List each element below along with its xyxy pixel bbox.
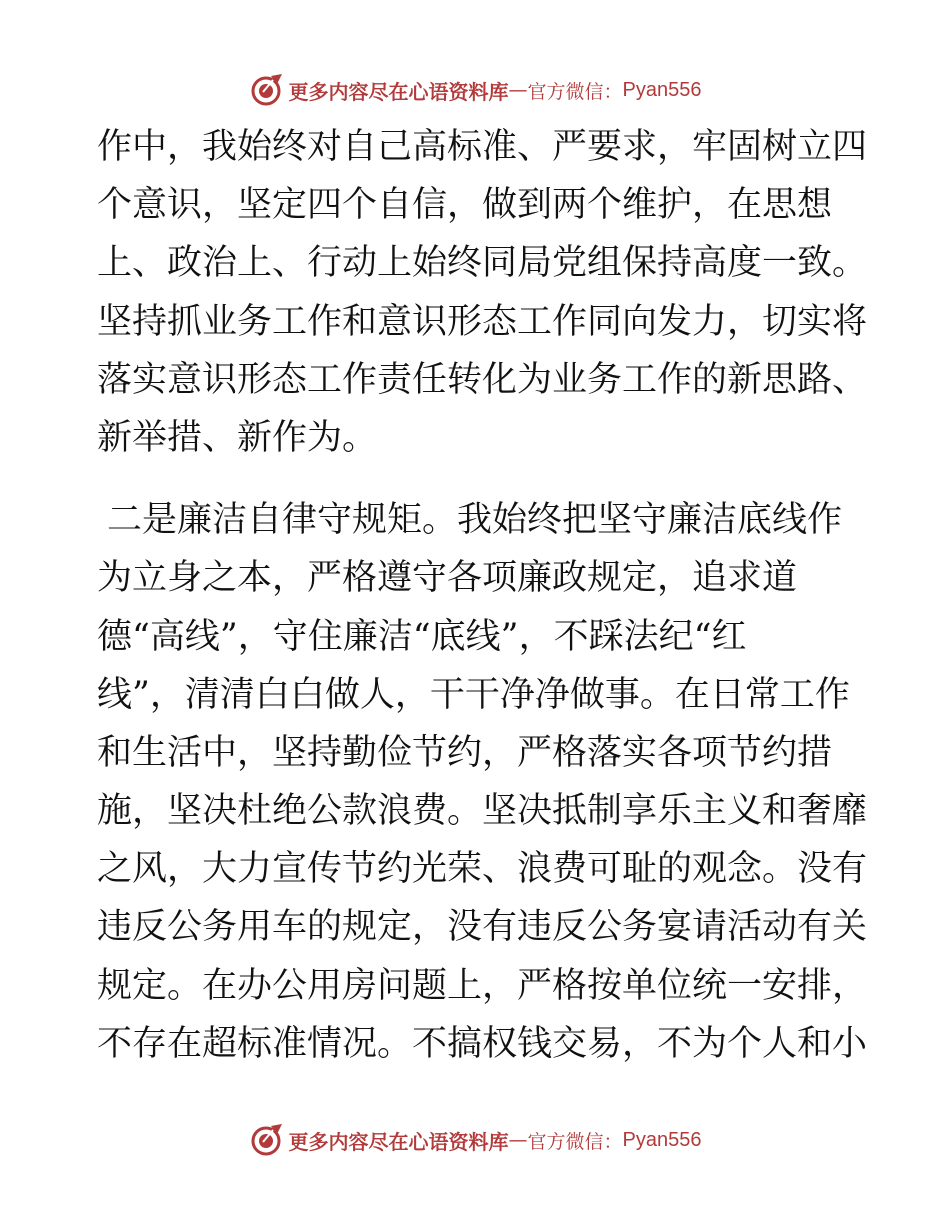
text-line: 和生活中，坚持勤俭节约，严格落实各项节约措 xyxy=(97,732,833,773)
brush-logo-icon xyxy=(249,1122,285,1158)
paragraph-2 xyxy=(97,491,868,1073)
brush-logo-icon xyxy=(249,72,285,108)
text-line: 个意识，坚定四个自信，做到两个维护，在思想 xyxy=(97,185,833,226)
text-line: 落实意识形态工作责任转化为业务工作的新思路、 xyxy=(97,359,868,400)
text-line: 施，坚决杜绝公款浪费。坚决抵制享乐主义和奢靡 xyxy=(97,791,868,832)
watermark-handle: Pyan556 xyxy=(622,1128,702,1151)
paragraph-gap xyxy=(97,467,857,491)
watermark-site-text: 更多内容尽在心语资料库 xyxy=(288,1129,509,1154)
watermark-handle: Pyan556 xyxy=(622,78,702,101)
watermark-label: 官方微信： xyxy=(527,1130,623,1153)
paragraph-1 xyxy=(97,118,868,467)
text-line: 坚持抓业务工作和意识形态工作同向发力，切实将 xyxy=(97,301,868,342)
text-line: 新举措、新作为。 xyxy=(97,417,378,458)
text-line: 二是廉洁自律守规矩。我始终把坚守廉洁底线作 xyxy=(107,500,843,541)
text-line: 规定。在办公用房问题上，严格按单位统一安排， xyxy=(97,965,868,1006)
footer-watermark xyxy=(0,1120,950,1160)
watermark-label: 官方微信： xyxy=(527,80,623,103)
text-line: 违反公务用车的规定，没有违反公务宴请活动有关 xyxy=(97,907,868,948)
text-line: 作中，我始终对自己高标准、严要求，牢固树立四 xyxy=(97,127,868,167)
text-line: 之风，大力宣传节约光荣、浪费可耻的观念。没有 xyxy=(97,849,868,890)
text-line: 上、政治上、行动上始终同局党组保持高度一致。 xyxy=(97,243,868,284)
watermark-site-text: 更多内容尽在心语资料库 xyxy=(288,79,509,104)
text-line: 为立身之本，严格遵守各项廉政规定，追求道 xyxy=(97,558,798,599)
watermark-separator: — xyxy=(508,79,528,101)
text-line: 线”，清清白白做人，干干净净做事。在日常工作 xyxy=(97,674,850,715)
text-line: 不存在超标准情况。不搞权钱交易，不为个人和小 xyxy=(97,1023,868,1064)
text-line: 德“高线”，守住廉洁“底线”，不踩法纪“红 xyxy=(97,616,747,657)
document-body xyxy=(97,118,868,1073)
watermark-separator: — xyxy=(508,1129,528,1151)
header-watermark xyxy=(0,70,950,110)
